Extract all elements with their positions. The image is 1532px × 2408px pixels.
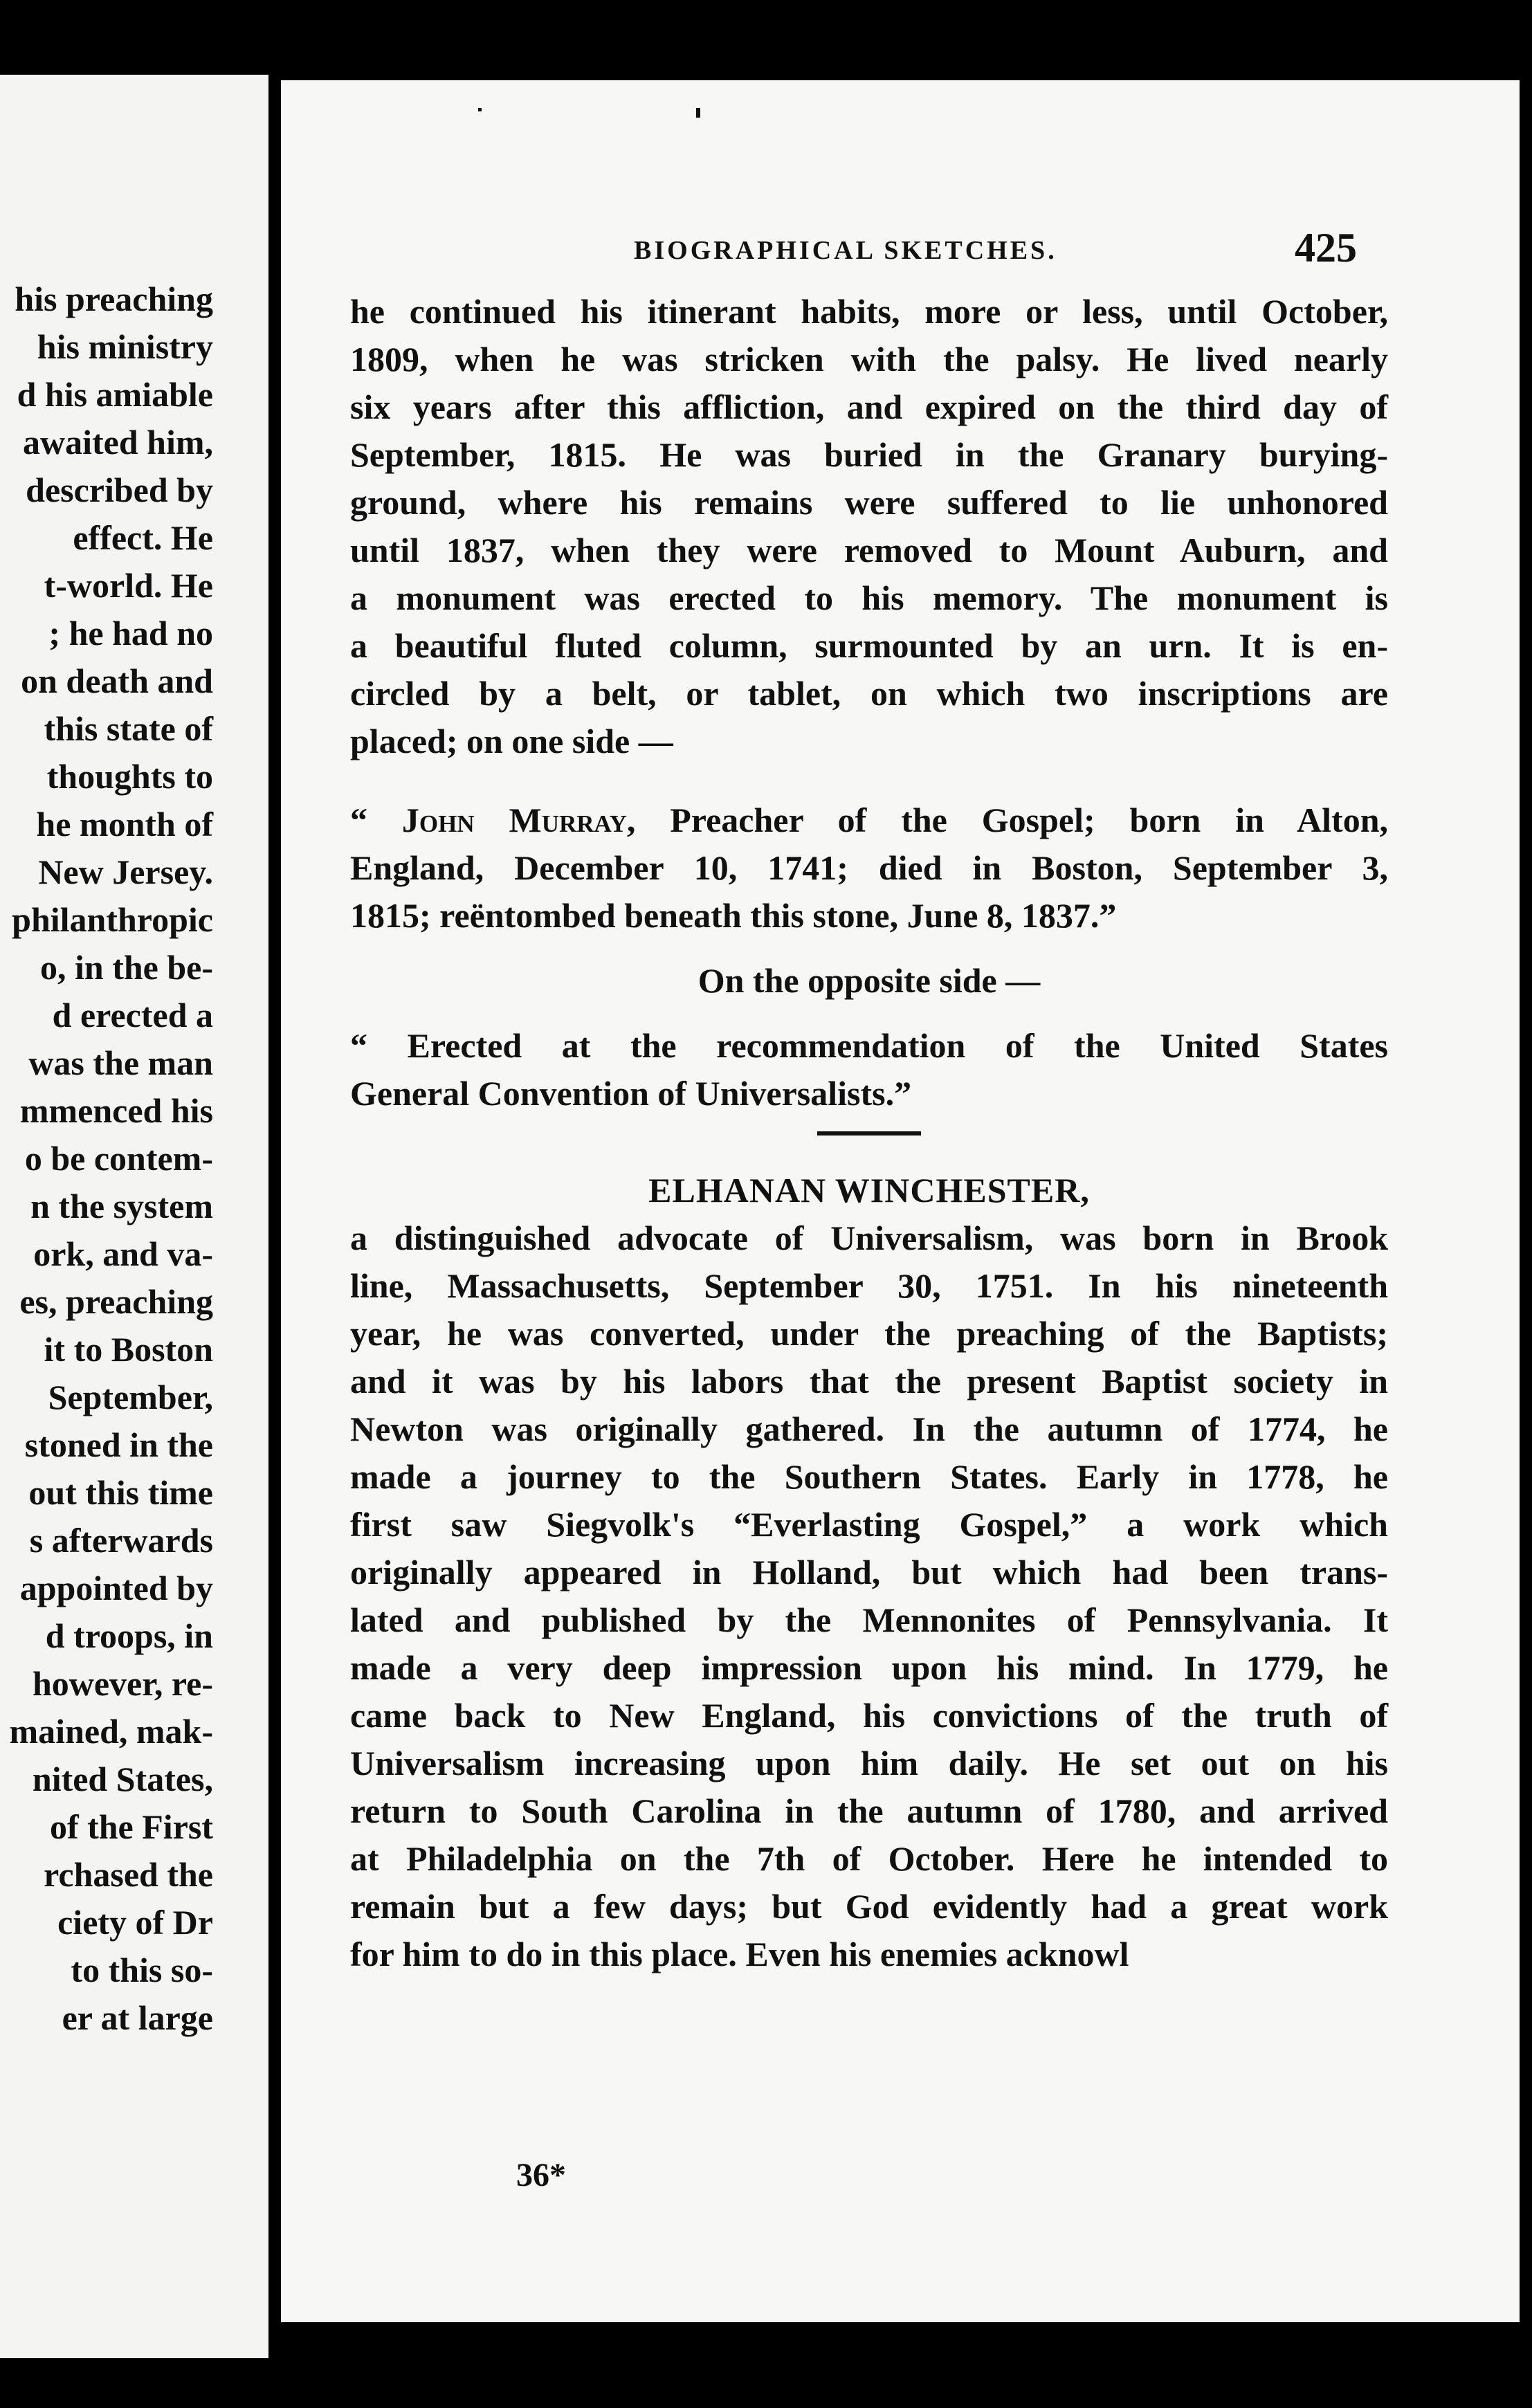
inscription-name: John Murray — [401, 801, 627, 839]
text-line: t-world. He — [44, 566, 213, 605]
inscription-line: England, December 10, 1741; died in Boston, September 3, — [350, 848, 1388, 887]
text-line: nited States, — [32, 1760, 213, 1798]
text-line: this state of — [44, 709, 213, 748]
inscription-two — [350, 1022, 1388, 1118]
ink-speck — [696, 108, 700, 118]
text-line: of the First — [49, 1807, 213, 1846]
text-line: ciety of Dr — [57, 1903, 213, 1942]
paragraph-murray-burial — [350, 288, 1388, 765]
text-line: described by — [26, 471, 213, 509]
text-line: he month of — [36, 805, 213, 843]
text-line: a monument was erected to his memory. The monument is — [350, 578, 1388, 617]
text-line: was the man — [28, 1043, 213, 1082]
open-quote: “ — [350, 801, 402, 839]
text-line: came back to New England, his convictions of the truth of — [350, 1696, 1388, 1735]
text-line: made a very deep impression upon his mind. In 1779, he — [350, 1648, 1388, 1687]
text-line: ground, where his remains were suffered to lie unhonored — [350, 483, 1388, 522]
text-line: er at large — [62, 1998, 213, 2037]
text-line: his ministry — [37, 327, 213, 366]
text-line: 1809, when he was stricken with the palsy. He lived nearly — [350, 340, 1388, 378]
text-line: however, re- — [32, 1664, 213, 1703]
text-line: philanthropic — [12, 900, 213, 939]
text-line: s afterwards — [29, 1521, 213, 1560]
text-line: circled by a belt, or tablet, on which two inscriptions are — [350, 674, 1388, 713]
text-line: General Convention of Universalists.” — [350, 1074, 912, 1113]
text-line: stoned in the — [24, 1425, 213, 1464]
text-line: mmenced his — [19, 1091, 213, 1130]
text-line: his preaching — [15, 280, 213, 318]
text-line: for him to do in this place. Even his enemies acknowl — [350, 1935, 1129, 1973]
text-line: rchased the — [44, 1855, 213, 1894]
text-line: on death and — [21, 662, 213, 700]
text-line: and it was by his labors that the present Baptist society in — [350, 1362, 1388, 1401]
text-line: remain but a few days; but God evidently had a great work — [350, 1887, 1388, 1926]
opposite-side-caption: On the opposite side — — [697, 961, 1041, 1000]
text-line: thoughts to — [46, 757, 213, 796]
text-line: d his amiable — [17, 375, 213, 414]
text-line: until 1837, when they were removed to Mount Auburn, and — [350, 531, 1388, 569]
page-header — [281, 219, 1520, 274]
text-line: out this time — [28, 1473, 213, 1512]
running-title: BIOGRAPHICAL SKETCHES. — [634, 236, 1057, 265]
text-line: line, Massachusetts, September 30, 1751. In his nineteenth — [350, 1266, 1388, 1305]
text-line: September, — [48, 1378, 213, 1416]
text-line: awaited him, — [23, 423, 213, 462]
left-page-text — [0, 275, 213, 2042]
text-line: d troops, in — [45, 1616, 213, 1655]
text-line: effect. He — [73, 518, 213, 557]
text-line: placed; on one side — — [350, 722, 673, 760]
section-heading: ELHANAN WINCHESTER, — [648, 1171, 1090, 1210]
signature-mark: 36* — [516, 2157, 566, 2193]
text-line: mained, mak- — [9, 1712, 213, 1751]
inscription-one — [350, 796, 1388, 940]
text-line: New Jersey. — [38, 852, 213, 891]
text-line: first saw Siegvolk's “Everlasting Gospel,” a work which — [350, 1505, 1388, 1544]
text-line: six years after this affliction, and expired on the third day of — [350, 387, 1388, 426]
text-line: appointed by — [19, 1569, 213, 1607]
text-line: return to South Carolina in the autumn of 1780, and arrived — [350, 1791, 1388, 1830]
text-line: originally appeared in Holland, but which had been trans- — [350, 1553, 1388, 1591]
text-line: made a journey to the Southern States. Early in 1778, he — [350, 1457, 1388, 1496]
text-line: es, preaching — [19, 1282, 213, 1321]
text-line: “ Erected at the recommendation of the United States — [350, 1026, 1388, 1065]
left-page — [0, 75, 268, 2358]
text-line: o be contem- — [24, 1139, 213, 1178]
text-line: n the system — [30, 1187, 213, 1225]
inscription-line: 1815; reëntombed beneath this stone, June 8, 1837.” — [350, 896, 1117, 935]
text-line: o, in the be- — [40, 948, 213, 987]
text-line: it to Boston — [44, 1330, 213, 1369]
inscription-line — [350, 796, 1388, 844]
text-line: lated and published by the Mennonites of Pennsylvania. It — [350, 1600, 1388, 1639]
right-page — [281, 80, 1520, 2322]
text-line: at Philadelphia on the 7th of October. Here he intended to — [350, 1839, 1388, 1878]
text-line: ; he had no — [48, 614, 213, 653]
text-line: year, he was converted, under the preaching of the Baptists; — [350, 1314, 1388, 1353]
paragraph-winchester — [350, 1214, 1388, 1978]
text-line: he continued his itinerant habits, more or less, until October, — [350, 292, 1388, 331]
inscription-line-rest: , Preacher of the Gospel; born in Alton, — [626, 801, 1389, 839]
body-text — [350, 288, 1388, 1978]
text-line: a distinguished advocate of Universalism, was born in Brook — [350, 1219, 1388, 1257]
page-number: 425 — [1295, 225, 1357, 271]
text-line: ork, and va- — [33, 1234, 213, 1273]
text-line: Universalism increasing upon him daily. He set out on his — [350, 1744, 1388, 1782]
ink-speck — [478, 108, 482, 111]
text-line: to this so- — [71, 1951, 213, 1989]
text-line: d erected a — [52, 996, 213, 1034]
text-line: a beautiful fluted column, surmounted by an urn. It is en- — [350, 626, 1388, 665]
text-line: Newton was originally gathered. In the autumn of 1774, he — [350, 1410, 1388, 1448]
text-line: September, 1815. He was buried in the Granary burying- — [350, 435, 1388, 474]
